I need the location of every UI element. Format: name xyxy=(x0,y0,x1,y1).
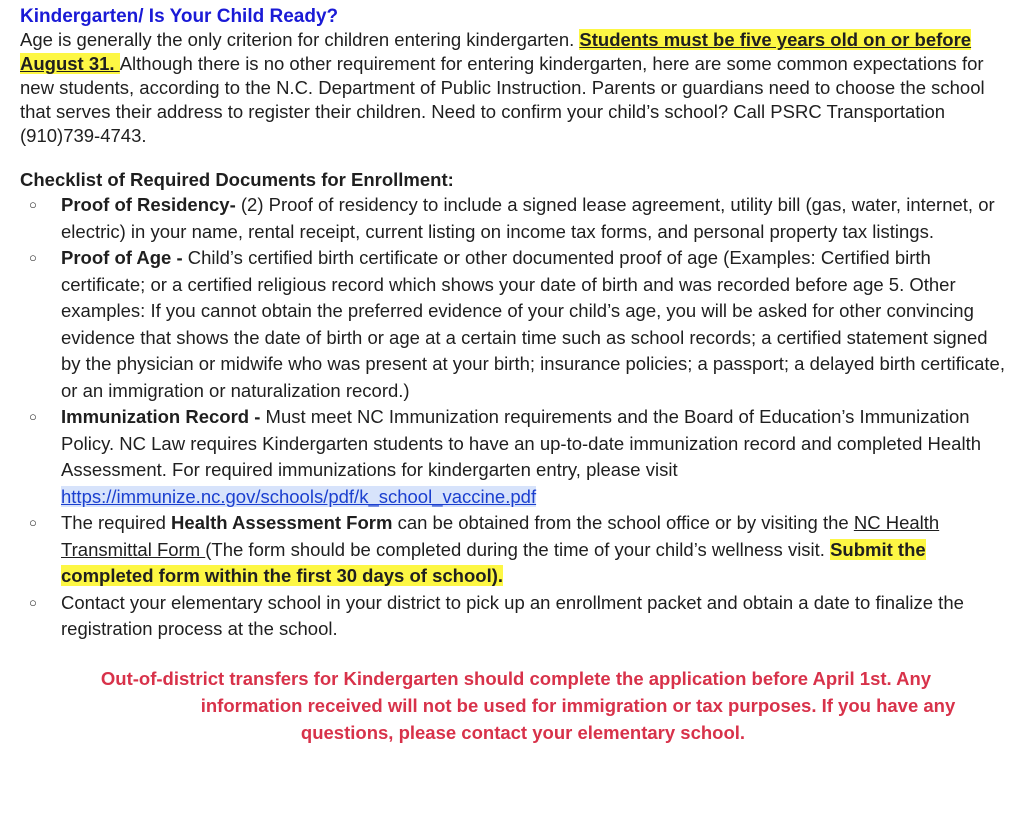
submit-deadline-highlight: Submit the completed form within the first 30 days of school). xyxy=(61,538,926,586)
list-item-contact xyxy=(20,590,1006,643)
health-form-label: Health Assessment Form xyxy=(171,512,393,533)
health-text-before: The required xyxy=(61,512,172,533)
residency-text: (2) Proof of residency to include a signed lease agreement, utility bill (gas, water, internet, or electric) in your name, rental receipt, current listing on income tax forms, and personal property tax listings. xyxy=(61,194,995,242)
bullet-circle-icon: ○ xyxy=(29,594,37,610)
intro-text-after: Although there is no other requirement for entering kindergarten, here are some common expectations for new students, according to the N.C. Department of Public Instruction. Parents or guardians need to choose the school that serves their address to register their children. Need to confirm your child’s school? Call PSRC Transportation (910)739-4743. xyxy=(20,53,985,146)
list-item-residency xyxy=(20,192,1006,245)
age-requirement-highlight: Students must be five years old on or before August 31. xyxy=(20,29,972,74)
bullet-circle-icon: ○ xyxy=(29,409,37,424)
age-label: Proof of Age - xyxy=(61,247,188,268)
checklist-heading: Checklist of Required Documents for Enrollment: xyxy=(20,169,454,190)
health-text-mid: can be obtained from the school office or by visiting the xyxy=(392,512,854,533)
list-item-age xyxy=(20,245,1006,404)
notice-line-2: information received will not be used for immigration or tax purposes. If you have any xyxy=(200,694,956,716)
documents-list xyxy=(20,192,1006,643)
bullet-circle-icon: ○ xyxy=(29,250,37,265)
vaccine-pdf-link[interactable]: https://immunize.nc.gov/schools/pdf/k_school_vaccine.pdf xyxy=(61,485,537,507)
bullet-circle-icon: ○ xyxy=(29,197,37,212)
residency-label: Proof of Residency- xyxy=(61,194,236,215)
notice-line-3: questions, please contact your elementary school. xyxy=(300,721,746,743)
health-transmittal-link[interactable]: NC Health Transmittal Form xyxy=(61,512,940,560)
contact-text: Contact your elementary school in your district to pick up an enrollment packet and obtain a date to finalize the registration process at the school. xyxy=(61,591,964,639)
bullet-circle-icon: ○ xyxy=(29,515,37,530)
list-item-immunization xyxy=(20,404,1006,510)
notice-line-1: Out-of-district transfers for Kindergarten should complete the application before April 1st. Any xyxy=(100,667,932,689)
transfer-notice xyxy=(20,665,1006,746)
intro-paragraph xyxy=(20,28,1006,148)
list-item-health-form xyxy=(20,510,1006,590)
page-title: Kindergarten/ Is Your Child Ready? xyxy=(20,6,339,27)
immunization-label: Immunization Record - xyxy=(61,406,266,427)
health-text-after: (The form should be completed during the time of your child’s wellness visit. xyxy=(205,538,831,560)
immunization-text: Must meet NC Immunization requirements and the Board of Education’s Immunization Policy. NC Law requires Kindergarten students to have an up-to-date immunization record and completed Health Assessment. For required immunizations for kindergarten entry, please visit xyxy=(61,406,982,480)
intro-text-before: Age is generally the only criterion for children entering kindergarten. xyxy=(20,29,580,50)
age-text: Child’s certified birth certificate or other documented proof of age (Examples: Certified birth certificate; or a certified religious record which shows your date of birth and was recorded before age 5. Other examples: If you cannot obtain the preferred evidence of your child’s age, you will be asked for other convincing evidence that shows the date of birth or age at a certain time such as school records; a certified statement signed by the physician or midwife who was present at your birth; insurance policies; a passport; a delayed birth certificate, or an immigration or naturalization record.) xyxy=(61,247,1005,401)
